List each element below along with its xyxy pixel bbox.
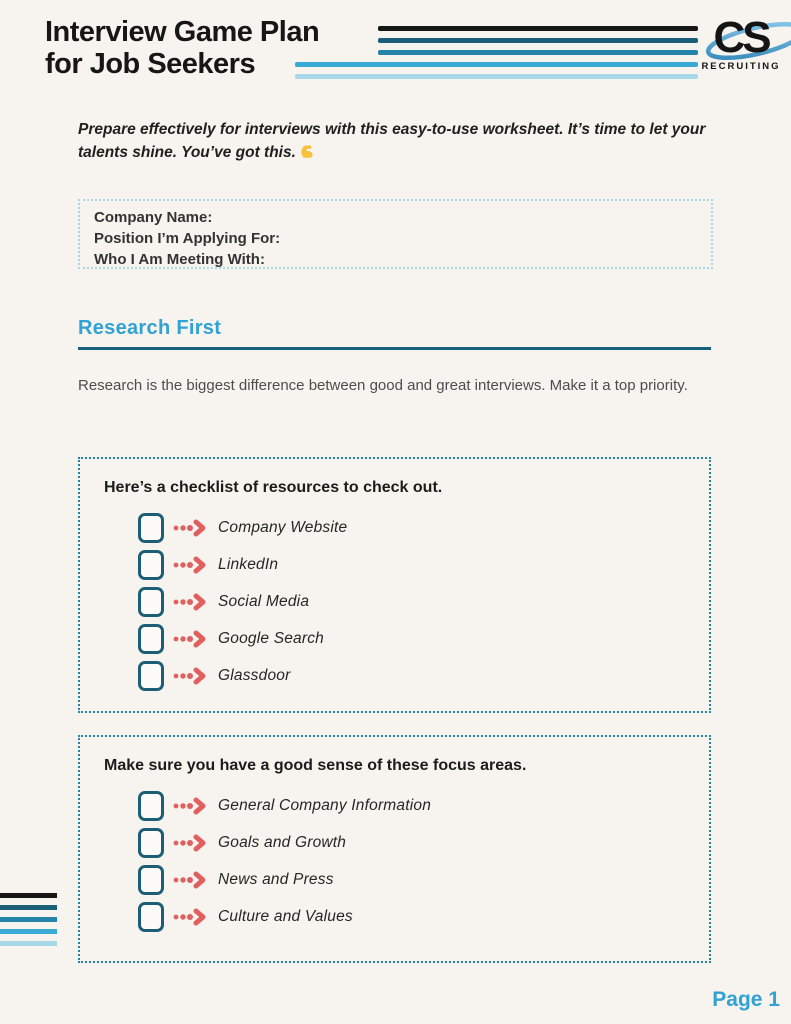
resources-checklist-box bbox=[78, 457, 711, 713]
flexed-bicep-emoji bbox=[299, 143, 315, 166]
header-decor-line-lightblue bbox=[295, 74, 698, 79]
checklist-item-label: Company Website bbox=[218, 518, 348, 536]
focus-areas-heading: Make sure you have a good sense of these focus areas. bbox=[104, 757, 527, 774]
checklist-item-row bbox=[138, 787, 709, 824]
focus-areas-checklist bbox=[138, 787, 709, 935]
info-field-label: Position I’m Applying For: bbox=[94, 230, 281, 247]
logo-recruiting-text: RECRUITING bbox=[701, 61, 781, 72]
checklist-item-label: General Company Information bbox=[218, 796, 432, 814]
header-decor-line-blue bbox=[295, 62, 698, 67]
checkbox[interactable] bbox=[138, 624, 164, 654]
dotted-arrow-icon bbox=[172, 593, 208, 611]
footer-decor-line-blue bbox=[0, 929, 57, 934]
checklist-item-label: News and Press bbox=[218, 870, 334, 888]
logo-cs-text: CS bbox=[713, 13, 769, 62]
section-divider bbox=[78, 347, 711, 350]
focus-areas-box bbox=[78, 735, 711, 963]
checklist-item-row bbox=[138, 861, 709, 898]
header-decor-line-darkteal bbox=[378, 38, 698, 43]
intro-paragraph bbox=[78, 118, 718, 166]
info-field-label: Who I Am Meeting With: bbox=[94, 251, 265, 268]
checklist-item-row bbox=[138, 620, 709, 657]
checkbox[interactable] bbox=[138, 791, 164, 821]
dotted-arrow-icon bbox=[172, 908, 208, 926]
checkbox[interactable] bbox=[138, 661, 164, 691]
checkbox[interactable] bbox=[138, 513, 164, 543]
footer-decor-line-lightblue bbox=[0, 941, 57, 946]
page-title-line2: for Job Seekers bbox=[45, 48, 256, 80]
dotted-arrow-icon bbox=[172, 519, 208, 537]
header-decor-line-teal bbox=[378, 50, 698, 55]
dotted-arrow-icon bbox=[172, 556, 208, 574]
resources-checklist-heading: Here’s a checklist of resources to check out. bbox=[104, 479, 443, 496]
dotted-arrow-icon bbox=[172, 871, 208, 889]
dotted-arrow-icon bbox=[172, 667, 208, 685]
section-body-text: Research is the biggest difference between good and great interviews. Make it a top priority. bbox=[78, 377, 688, 394]
checklist-item-row bbox=[138, 546, 709, 583]
checklist-item-row bbox=[138, 824, 709, 861]
footer-decor-line-darkteal bbox=[0, 905, 57, 910]
checklist-item-row bbox=[138, 509, 709, 546]
interview-info-box bbox=[78, 199, 713, 269]
page-number: Page 1 bbox=[712, 988, 780, 1011]
dotted-arrow-icon bbox=[172, 630, 208, 648]
checkbox[interactable] bbox=[138, 902, 164, 932]
checklist-item-label: Google Search bbox=[218, 629, 324, 647]
checkbox[interactable] bbox=[138, 865, 164, 895]
checklist-item-label: LinkedIn bbox=[218, 555, 279, 573]
dotted-arrow-icon bbox=[172, 834, 208, 852]
resources-checklist bbox=[138, 509, 709, 694]
checkbox[interactable] bbox=[138, 550, 164, 580]
logo-cs-mark bbox=[713, 13, 769, 62]
checklist-item-label: Glassdoor bbox=[218, 666, 291, 684]
footer-decor-line-teal bbox=[0, 917, 57, 922]
dotted-arrow-icon bbox=[172, 797, 208, 815]
checklist-item-row bbox=[138, 657, 709, 694]
page-title-line1: Interview Game Plan bbox=[45, 16, 320, 48]
header-decor-line-black bbox=[378, 26, 698, 31]
page-title bbox=[45, 16, 319, 80]
checklist-item-label: Goals and Growth bbox=[218, 833, 347, 851]
checkbox[interactable] bbox=[138, 828, 164, 858]
checklist-item-label: Culture and Values bbox=[218, 907, 353, 925]
cs-recruiting-logo bbox=[698, 13, 784, 72]
footer-decor-line-black bbox=[0, 893, 57, 898]
checklist-item-row bbox=[138, 583, 709, 620]
checkbox[interactable] bbox=[138, 587, 164, 617]
intro-text: Prepare effectively for interviews with this easy-to-use worksheet. It’s time to let your talents shine. You’ve got this. bbox=[78, 121, 706, 161]
checklist-item-label: Social Media bbox=[218, 592, 310, 610]
checklist-item-row bbox=[138, 898, 709, 935]
section-heading-research-first: Research First bbox=[78, 317, 222, 339]
info-field-label: Company Name: bbox=[94, 209, 213, 226]
